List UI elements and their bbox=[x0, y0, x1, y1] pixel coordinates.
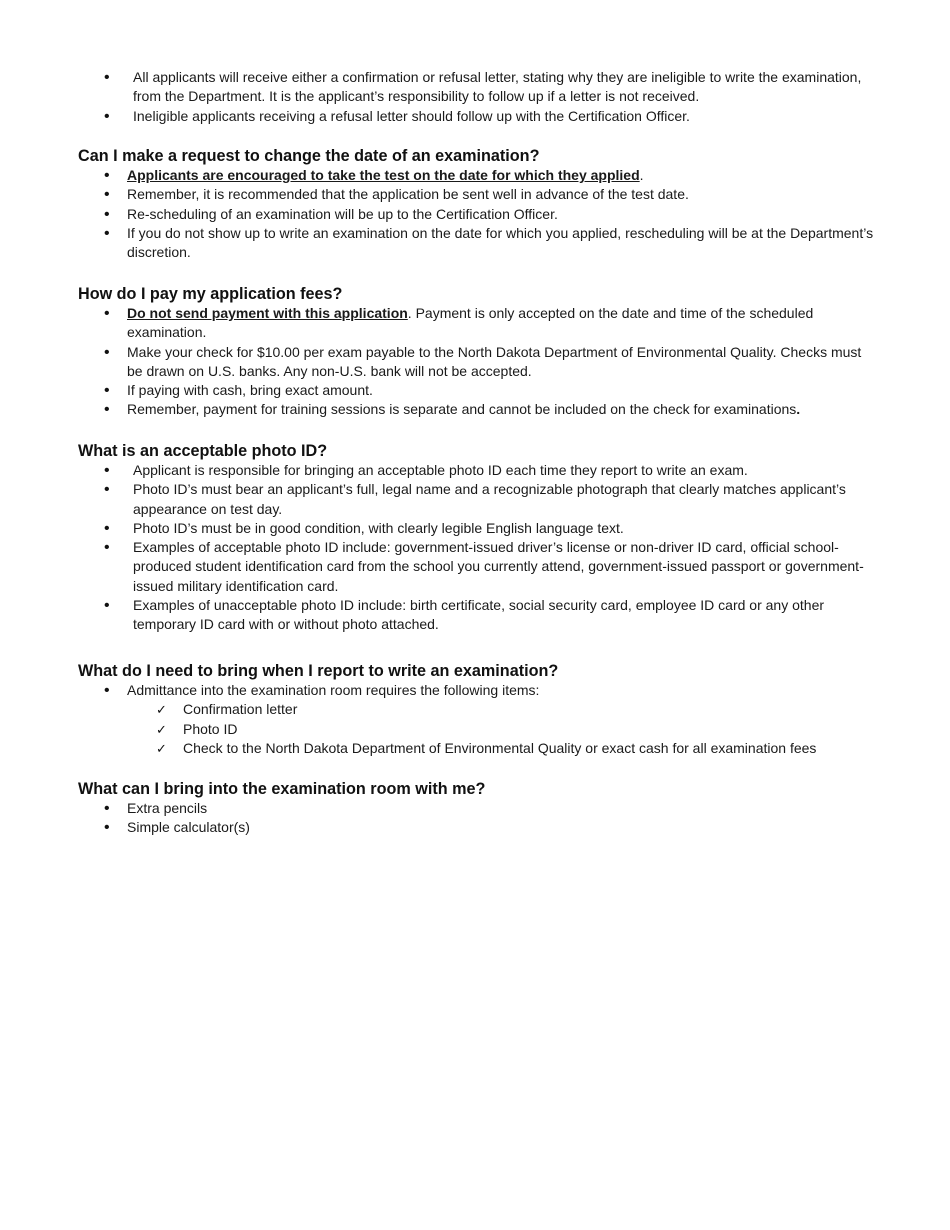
room-list bbox=[78, 799, 878, 838]
fees-section bbox=[78, 284, 878, 420]
list-item: • If paying with cash, bring exact amount. bbox=[78, 381, 878, 400]
list-item: • Applicant is responsible for bringing an acceptable photo ID each time they report to write an exam. bbox=[78, 461, 878, 480]
item-text: Remember, payment for training sessions is separate and cannot be included on the check for examinations bbox=[127, 401, 797, 418]
room-section bbox=[78, 779, 878, 838]
photo-id-list bbox=[78, 461, 878, 635]
list-item bbox=[78, 166, 878, 185]
list-item: • Ineligible applicants receiving a refusal letter should follow up with the Certification Officer. bbox=[78, 107, 878, 126]
change-date-section bbox=[78, 146, 878, 262]
list-item: • Make your check for $10.00 per exam payable to the North Dakota Department of Environmental Quality. Checks must be drawn on U.S. banks. Any non-U.S. bank will not be accepted. bbox=[78, 343, 878, 382]
section-heading: How do I pay my application fees? bbox=[78, 285, 343, 303]
list-item: • Photo ID’s must bear an applicant’s full, legal name and a recognizable photograph that clearly matches applicant’s appearance on test day. bbox=[78, 480, 878, 519]
emphasis-text: Do not send payment with this application bbox=[127, 305, 408, 321]
list-item: • Remember, it is recommended that the application be sent well in advance of the test date. bbox=[78, 185, 878, 204]
list-item: • If you do not show up to write an examination on the date for which you applied, rescheduling will be at the Department’s discretion. bbox=[78, 224, 878, 263]
list-item: • Photo ID’s must be in good condition, with clearly legible English language text. bbox=[78, 519, 878, 538]
intro-section bbox=[78, 68, 878, 126]
change-date-list bbox=[78, 166, 878, 262]
list-item: • Extra pencils bbox=[78, 799, 878, 818]
checklist bbox=[78, 700, 878, 758]
section-heading: What is an acceptable photo ID? bbox=[78, 442, 328, 460]
photo-id-section bbox=[78, 441, 878, 635]
list-item: • Examples of acceptable photo ID include: government-issued driver’s license or non-driver ID card, official school-produced student identification card from the school you currently attend, government-issued passport or government-issued military identification card. bbox=[78, 538, 878, 596]
bring-section bbox=[78, 661, 878, 758]
section-heading: What can I bring into the examination room with me? bbox=[78, 780, 486, 798]
section-heading: What do I need to bring when I report to write an examination? bbox=[78, 662, 559, 680]
list-item: • Re-scheduling of an examination will be up to the Certification Officer. bbox=[78, 205, 878, 224]
list-item: • Admittance into the examination room requires the following items: bbox=[78, 681, 878, 700]
list-item: • All applicants will receive either a confirmation or refusal letter, stating why they are ineligible to write the examination, from the Department. It is the applicant’s responsibility to follow up if a letter is not received. bbox=[78, 68, 878, 107]
list-item bbox=[78, 400, 878, 419]
section-heading: Can I make a request to change the date of an examination? bbox=[78, 147, 540, 165]
emphasis-text: Applicants are encouraged to take the test on the date for which they applied bbox=[127, 167, 640, 183]
list-item: • Simple calculator(s) bbox=[78, 818, 878, 837]
checklist-item: ✓ Check to the North Dakota Department of Environmental Quality or exact cash for all examination fees bbox=[78, 739, 878, 758]
checklist-item: ✓ Photo ID bbox=[78, 720, 878, 739]
item-text: . bbox=[639, 167, 644, 183]
bring-list bbox=[78, 681, 878, 700]
item-text: . Payment is only accepted on the date and time of the scheduled examination. bbox=[127, 305, 814, 341]
list-item bbox=[78, 304, 878, 343]
intro-list bbox=[78, 68, 878, 126]
fees-list bbox=[78, 304, 878, 420]
list-item: • Examples of unacceptable photo ID include: birth certificate, social security card, employee ID card or any other temporary ID card with or without photo attached. bbox=[78, 596, 878, 635]
item-period: . bbox=[796, 401, 801, 418]
checklist-item: ✓ Confirmation letter bbox=[78, 700, 878, 719]
